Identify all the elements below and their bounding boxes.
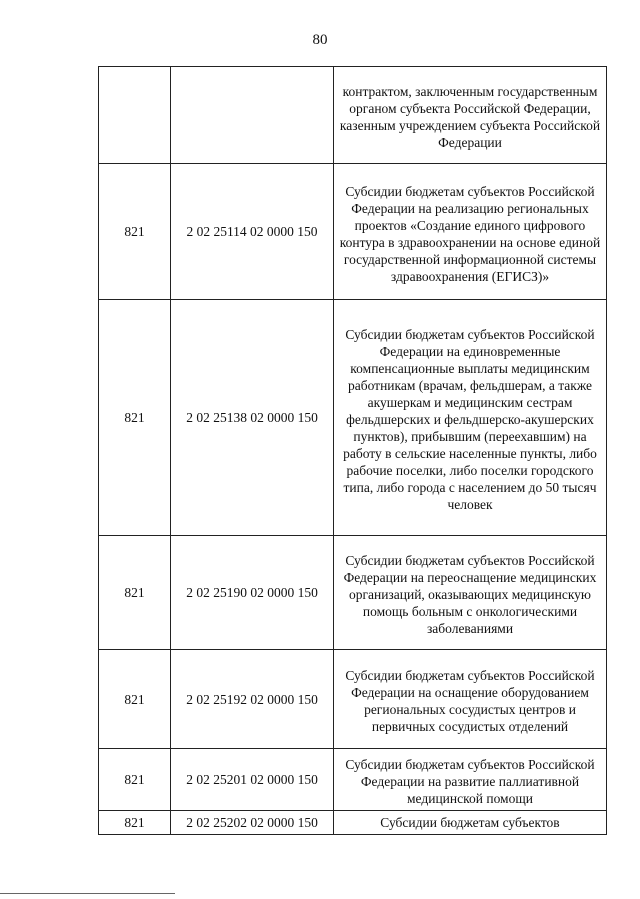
budget-code-cell: 2 02 25190 02 0000 150: [171, 536, 334, 650]
budget-code-cell: 2 02 25114 02 0000 150: [171, 164, 334, 300]
admin-code-cell: 821: [99, 164, 171, 300]
table-row: [99, 536, 607, 650]
income-name-cell: [334, 811, 607, 835]
budget-code-cell: 2 02 25202 02 0000 150: [171, 811, 334, 835]
table-row: [99, 811, 607, 835]
income-name-text: Субсидии бюджетам субъектов Российской Федерации на развитие паллиативной медицинской помощи: [345, 757, 595, 806]
income-name-cell: [334, 536, 607, 650]
budget-classification-table: [98, 66, 607, 835]
admin-code-cell: 821: [99, 811, 171, 835]
income-name-text: Субсидии бюджетам субъектов Российской Федерации на оснащение оборудованием региональных сосудистых центров и первичных сосудистых отделений: [345, 668, 595, 734]
income-name-cell: [334, 749, 607, 811]
admin-code-cell: 821: [99, 300, 171, 536]
table-row: [99, 67, 607, 164]
table-row: [99, 650, 607, 749]
income-name-cell: [334, 650, 607, 749]
table-row: [99, 300, 607, 536]
admin-code-cell: [99, 67, 171, 164]
table-row: [99, 749, 607, 811]
budget-code-cell: 2 02 25201 02 0000 150: [171, 749, 334, 811]
page-number: 80: [312, 32, 328, 48]
admin-code-cell: 821: [99, 749, 171, 811]
income-name-text: Субсидии бюджетам субъектов Российской Федерации на реализацию региональных проектов «Создание единого цифрового контура в здравоохранении на основе единой государственной информационной системы здравоохранения (ЕГИСЗ)»: [339, 183, 601, 284]
admin-code-cell: 821: [99, 650, 171, 749]
budget-code-cell: 2 02 25138 02 0000 150: [171, 300, 334, 536]
income-name-text: Субсидии бюджетам субъектов Российской Федерации на единовременные компенсационные выплаты медицинским работникам (врачам, фельдшерам, а также акушеркам и медицинским сестрам фельдшерских и фельдшерско-акушерских пунктов), прибывшим (переехавшим) на работу в сельские населенные пункты, либо рабочие поселки, либо поселки городского типа, либо города с населением до 50 тысяч человек: [343, 327, 597, 512]
income-name-cell: [334, 300, 607, 536]
budget-code-cell: 2 02 25192 02 0000 150: [171, 650, 334, 749]
admin-code-cell: 821: [99, 536, 171, 650]
footer-rule: [0, 893, 175, 894]
income-name-cell: [334, 67, 607, 164]
income-name-text: Субсидии бюджетам субъектов: [380, 815, 560, 830]
income-name-cell: [334, 164, 607, 300]
income-name-text: Субсидии бюджетам субъектов Российской Федерации на переоснащение медицинских организаций, оказывающих медицинскую помощь больным с онкологическими заболеваниями: [343, 553, 597, 636]
budget-code-cell: [171, 67, 334, 164]
income-name-text: контрактом, заключенным государственным органом субъекта Российской Федерации, казенным учреждением субъекта Российской Федерации: [339, 84, 601, 150]
table-row: [99, 164, 607, 300]
